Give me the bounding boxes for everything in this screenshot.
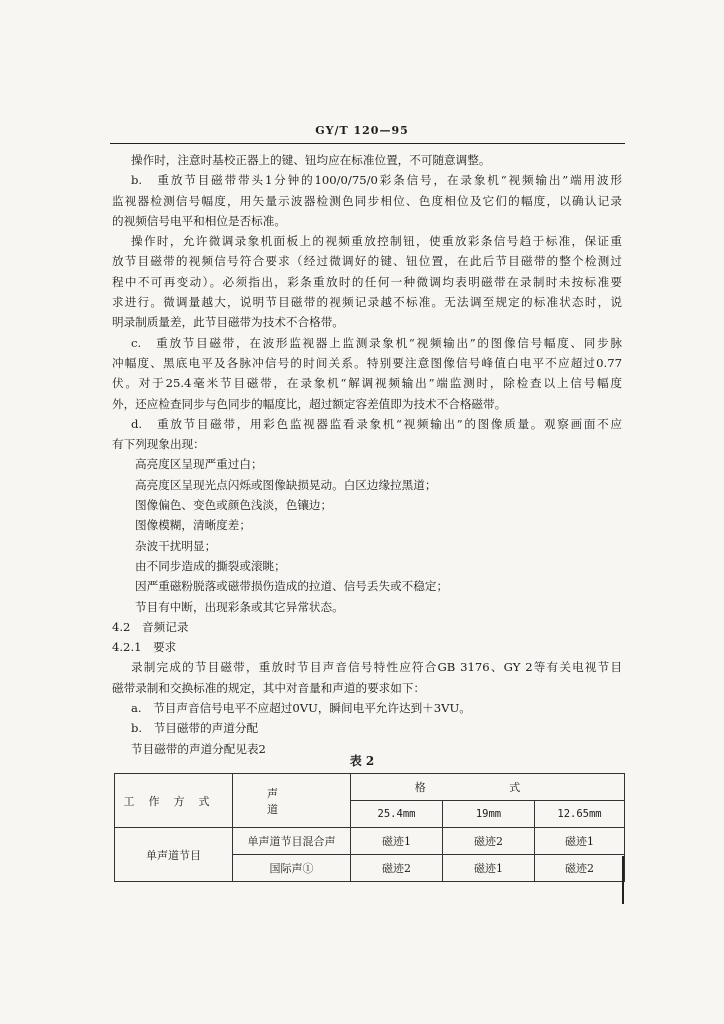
channel-allocation-table [114, 773, 625, 882]
header-format [351, 774, 625, 801]
track-cell: 磁迹1 [351, 828, 443, 855]
defect-item: 由不同步造成的撕裂或滚眺； [135, 558, 286, 573]
subsection-heading: 4.2.1 要求 [112, 640, 177, 655]
paragraph-line: 的视频信号电平和相位是否标准。 [112, 213, 286, 228]
track-cell: 磁迹2 [535, 855, 625, 882]
format-cell: 12.65mm [535, 801, 625, 828]
paragraph-line: 操作时，允许微调录象机面板上的视频重放控制钮，使重放彩条信号趋于标准，保证重 [131, 234, 622, 249]
paragraph-line: 求进行。微调量越大，说明节目磁带的视频记录越不标准。无法调至规定的标准状态时，说 [112, 295, 622, 310]
paragraph-line: c. 重放节目磁带，在波形监视器上监测录象机“视频输出”的图像信号幅度、同步脉 [131, 335, 622, 350]
track-cell: 磁迹2 [351, 855, 443, 882]
paragraph-line: 录制完成的节目磁带，重放时节目声音信号特性应符合GB 3176、GY 2等有关电视节目 [131, 660, 622, 675]
standard-code-header: GY/T 120—95 [315, 124, 409, 137]
defect-item: 高亮度区呈现光点闪烁或图像缺损晃动。白区边缘拉黑道； [135, 477, 437, 492]
paragraph-line: d. 重放节目磁带，用彩色监视器监看录象机“视频输出”的图像质量。观察画面不应 [131, 416, 622, 431]
defect-item: 杂波干扰明显； [135, 538, 217, 553]
section-heading: 4.2 音频记录 [112, 619, 189, 634]
defect-item: 因严重磁粉脱落或磁带损伤造成的拉道、信号丢失或不稳定； [135, 579, 449, 594]
paragraph-line: 明录制质量差，此节目磁带为技术不合格带。 [112, 315, 344, 330]
header-work-mode-text: 工作方式 [123, 794, 224, 808]
paragraph-line: 监视器检测信号幅度，用矢量示波器检测色同步相位、色度相位及它们的幅度，以确认记录 [112, 193, 622, 208]
paragraph-line: 磁带录制和交换标准的规定，其中对音量和声道的要求如下： [112, 680, 426, 695]
paragraph-line: 伏。对于25.4毫米节目磁带，在录象机“解调视频输出”端监测时，除检查以上信号幅度 [112, 376, 622, 391]
header-rule [110, 143, 625, 144]
format-cell: 19mm [443, 801, 535, 828]
track-cell: 磁迹2 [443, 828, 535, 855]
paragraph-line: b. 重放节目磁带带头1分钟的100/0/75/0彩条信号，在录象机“视频输出”端用波形 [131, 173, 622, 188]
list-item-b: b. 节目磁带的声道分配 [131, 721, 259, 736]
paragraph-line: 放节目磁带的视频信号符合要求（经过微调好的键、钮位置，在此后节目磁带的整个检测过 [112, 254, 622, 269]
paragraph-line: 操作时，注意时基校正器上的键、钮均应在标准位置，不可随意调整。 [131, 153, 491, 167]
table-reference: 节目磁带的声道分配见表2 [131, 741, 266, 756]
defect-item: 图像模糊，清晰度差； [135, 518, 251, 533]
channel-cell: 单声道节目混合声 [233, 828, 351, 855]
header-work-mode [115, 774, 233, 828]
paragraph-line: 冲幅度、黑底电平及各脉冲信号的时间关系。特别要注意图像信号峰值白电平不应超过0.77 [112, 355, 622, 370]
table-edge-line [622, 856, 624, 904]
format-cell: 25.4mm [351, 801, 443, 828]
group-cell: 单声道节目 [115, 828, 233, 882]
track-cell: 磁迹1 [535, 828, 625, 855]
header-channel-text: 声 道 [267, 786, 365, 816]
table-row [115, 828, 625, 855]
header-channel [233, 774, 365, 828]
defect-item: 节目有中断，出现彩条或其它异常状态。 [135, 599, 344, 614]
defect-item: 图像偏色、变色或颜色浅淡，色镶边； [135, 498, 333, 513]
body-text [112, 150, 622, 759]
paragraph-line: 有下列现象出现： [112, 437, 205, 452]
track-cell: 磁迹1 [443, 855, 535, 882]
defect-item: 高亮度区呈现严重过白； [135, 457, 263, 472]
paragraph-line: 外，还应检查同步与色同步的幅度比，超过额定容差值即为技术不合格磁带。 [112, 396, 507, 411]
channel-cell: 国际声① [233, 855, 351, 882]
table-header-row [115, 774, 625, 801]
list-item-a: a. 节目声音信号电平不应超过0VU，瞬间电平允许达到＋3VU。 [131, 701, 471, 716]
table-caption: 表 2 [349, 754, 375, 768]
header-format-text: 格 式 [414, 781, 561, 794]
paragraph-line: 程中不可再变动）。必须指出，彩条重放时的任何一种微调均表明磁带在录制时未按标准要 [112, 274, 622, 289]
